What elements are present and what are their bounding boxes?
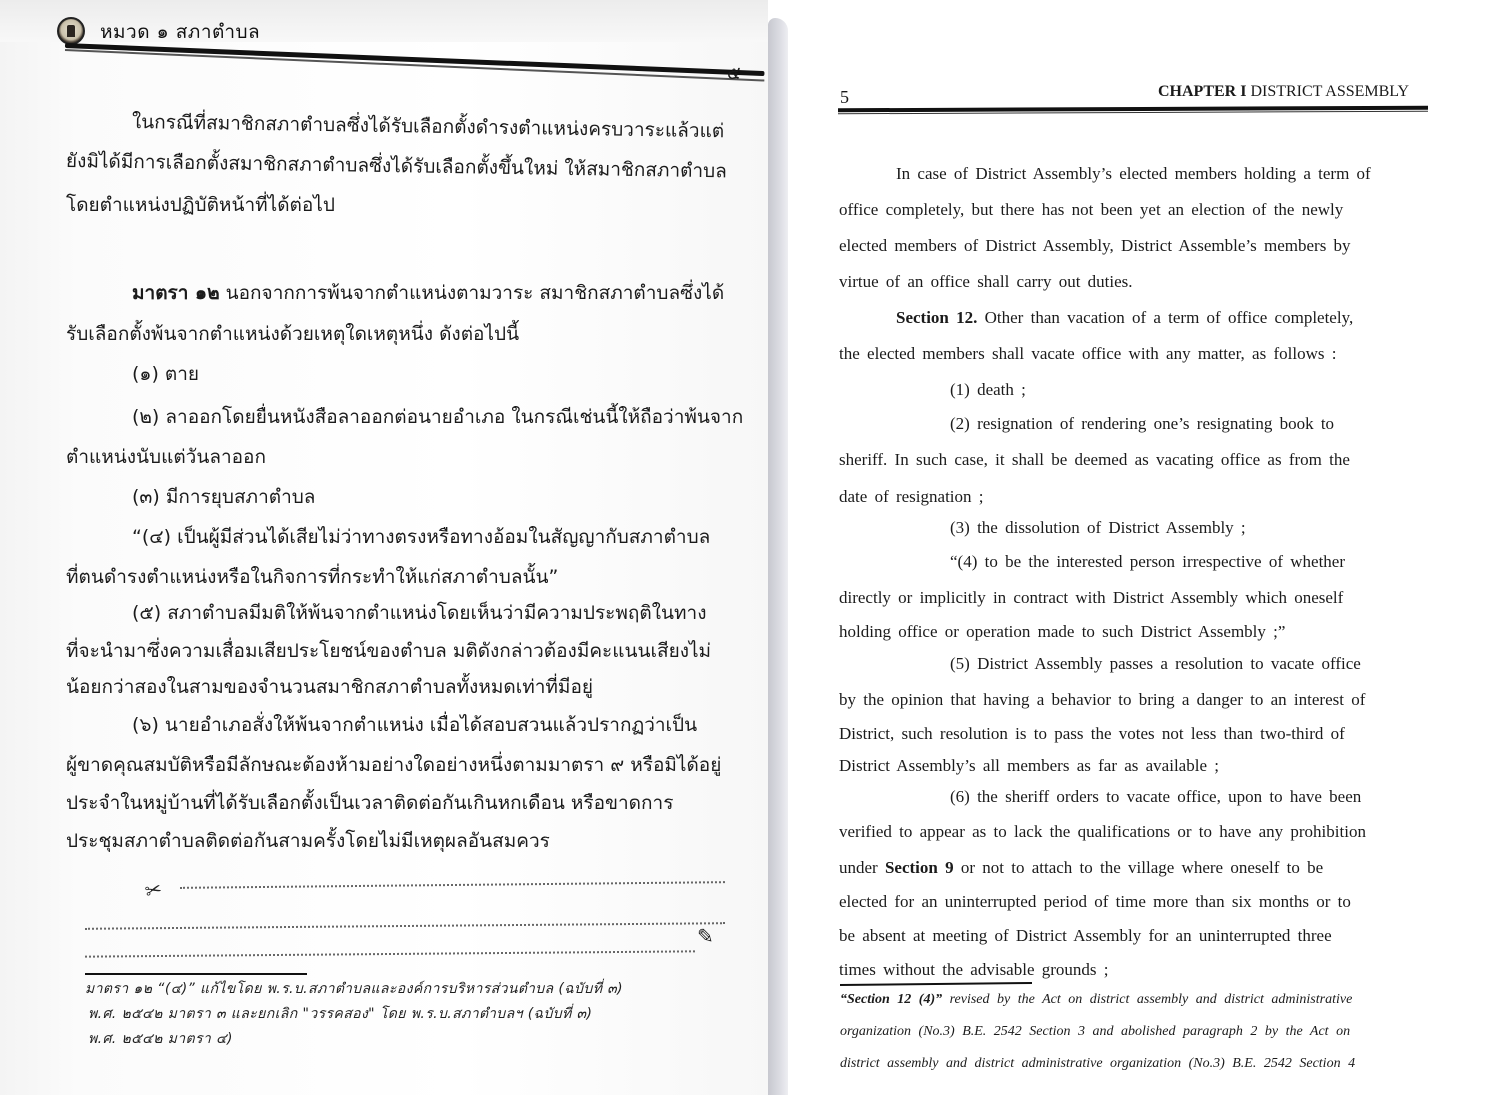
- item-6-line3: ประจำในหมู่บ้านที่ได้รับเลือกตั้งเป็นเวลาติดต่อกันเกินหกเดือน หรือขาดการ: [66, 792, 674, 814]
- pencil-icon: ✎: [697, 924, 714, 948]
- paragraph-line: ในกรณีที่สมาชิกสภาตำบลซึ่งได้รับเลือกตั้งดำรงตำแหน่งครบวาระแล้วแต่: [131, 111, 725, 143]
- footnote-line: พ.ศ. ๒๕๔๒ มาตรา ๓ และยกเลิก "วรรคสอง" โดย พ.ร.บ.สภาตำบลฯ (ฉบับที่ ๓): [88, 1006, 593, 1022]
- section-12-text: นอกจากการพ้นจากตำแหน่งตามวาระ สมาชิกสภาตำบลซึ่งได้: [225, 282, 725, 304]
- item-6-line4: ประชุมสภาตำบลติดต่อกันสามครั้งโดยไม่มีเหตุผลอันสมควร: [66, 830, 550, 852]
- item-6-line3: [839, 858, 1323, 878]
- district-emblem-icon: [57, 17, 85, 45]
- left-header-rule: [65, 43, 765, 76]
- section-12-text: Other than vacation of a term of office completely,: [984, 308, 1354, 327]
- chapter-title: DISTRICT ASSEMBLY: [1250, 83, 1410, 100]
- notes-dotted-line: [180, 881, 725, 889]
- paragraph-line: โดยตำแหน่งปฏิบัติหน้าที่ได้ต่อไป: [66, 194, 335, 216]
- left-header-title: หมวด ๑ สภาตำบล: [100, 21, 261, 43]
- item-4-line3: holding office or operation made to such District Assembly ;”: [839, 622, 1286, 641]
- section-9-reference: Section 9: [884, 858, 954, 877]
- intro-line: virtue of an office shall carry out duties.: [839, 272, 1133, 291]
- left-page-number: ๕: [727, 63, 741, 84]
- intro-line: office completely, but there has not been yet an election of the newly: [839, 200, 1344, 219]
- item-6-line1: (6) the sheriff orders to vacate office, upon to have been: [950, 787, 1362, 806]
- item-2-line3: date of resignation ;: [839, 487, 984, 506]
- item-6-line1: (๖) นายอำเภอสั่งให้พ้นจากตำแหน่ง เมื่อได้สอบสวนแล้วปรากฏว่าเป็น: [132, 714, 698, 736]
- footnote-rule: [85, 973, 307, 975]
- item-6-line4: elected for an uninterrupted period of time more than six months or to: [839, 892, 1351, 911]
- footnote-ref: “Section 12 (4)”: [840, 992, 943, 1007]
- footnote-line: พ.ศ. ๒๕๔๒ มาตรา ๔): [88, 1031, 233, 1047]
- item-4-line1: “(๔) เป็นผู้มีส่วนได้เสียไม่ว่าทางตรงหรือทางอ้อมในสัญญากับสภาตำบล: [132, 526, 711, 548]
- item-5-line3: น้อยกว่าสองในสามของจำนวนสมาชิกสภาตำบลทั้งหมดเท่าที่มีอยู่: [66, 676, 593, 698]
- right-page-english: [788, 0, 1494, 1095]
- item-5-line4: District Assembly’s all members as far as available ;: [839, 756, 1219, 775]
- footnote-line2: organization (No.3) B.E. 2542 Section 3 and abolished paragraph 2 by the Act on: [840, 1024, 1351, 1039]
- section-12-line1: [132, 278, 724, 308]
- item-5-line2: ที่จะนำมาซึ่งความเสื่อมเสียประโยชน์ของตำบล มติดังกล่าวต้องมีคะแนนเสียงไม่: [66, 640, 712, 662]
- section-12-line2: the elected members shall vacate office with any matter, as follows :: [839, 344, 1337, 363]
- item-2-line2: ตำแหน่งนับแต่วันลาออก: [66, 446, 266, 468]
- item-4-line2: ที่ตนดำรงตำแหน่งหรือในกิจการที่กระทำให้แก่สภาตำบลนั้น”: [66, 566, 559, 588]
- item-4-line1: “(4) to be the interested person irrespective of whether: [950, 552, 1346, 571]
- intro-line: elected members of District Assembly, District Assemble’s members by: [839, 236, 1351, 255]
- footnote-rule: [840, 982, 1032, 986]
- item-5-line1: (5) District Assembly passes a resolution to vacate office: [950, 654, 1361, 673]
- footnote-line1: [840, 992, 1352, 1008]
- item-6-line6: times without the advisable grounds ;: [839, 960, 1109, 979]
- item-5-line1: (๕) สภาตำบลมีมติให้พ้นจากตำแหน่งโดยเห็นว่ามีความประพฤติในทาง: [132, 602, 707, 624]
- footnote-line3: district assembly and district administrative organization (No.3) B.E. 2542 Section 4: [840, 1056, 1356, 1071]
- notes-dotted-line: [85, 922, 725, 930]
- item-5-line3: District, such resolution is to pass the votes not less than two-third of: [839, 724, 1345, 743]
- book-gutter: [768, 18, 788, 1095]
- item-2-line1: (๒) ลาออกโดยยื่นหนังสือลาออกต่อนายอำเภอ ในกรณีเช่นนี้ให้ถือว่าพ้นจาก: [132, 406, 744, 428]
- left-header-rule-thin: [65, 49, 764, 82]
- item-2-line2: sheriff. In such case, it shall be deemed as vacating office as from the: [839, 450, 1350, 469]
- item-1: (๑) ตาย: [132, 363, 200, 385]
- intro-line: In case of District Assembly’s elected members holding a term of: [896, 164, 1371, 183]
- footnote-text: revised by the Act on district assembly and district administrative: [949, 992, 1353, 1007]
- item-6-text: or not to attach to the village where oneself to be: [960, 858, 1324, 877]
- item-4-line2: directly or implicitly in contract with District Assembly which oneself: [839, 588, 1344, 607]
- footnote-line: มาตรา ๑๒ “(๔)” แก้ไขโดย พ.ร.บ.สภาตำบลและองค์การบริหารส่วนตำบล (ฉบับที่ ๓): [85, 981, 624, 997]
- item-2-line1: (2) resignation of rendering one’s resignating book to: [950, 414, 1335, 433]
- paragraph-line: ยังมิได้มีการเลือกตั้งสมาชิกสภาตำบลซึ่งได้รับเลือกตั้งขึ้นใหม่ ให้สมาชิกสภาตำบล: [65, 150, 728, 183]
- section-12-heading: มาตรา ๑๒: [132, 282, 220, 304]
- item-3: (3) the dissolution of District Assembly ;: [950, 518, 1246, 537]
- notes-dotted-line: [85, 950, 695, 957]
- section-12-heading: Section 12.: [896, 308, 978, 327]
- item-6-text: under: [839, 858, 878, 877]
- right-page-number: 5: [840, 87, 849, 107]
- right-header-title: [1158, 83, 1409, 101]
- item-6-line2: ผู้ขาดคุณสมบัติหรือมีลักษณะต้องห้ามอย่างใดอย่างหนึ่งตามมาตรา ๙ หรือมิได้อยู่: [66, 754, 722, 776]
- item-3: (๓) มีการยุบสภาตำบล: [132, 486, 316, 508]
- scissors-icon: ✂: [142, 876, 165, 904]
- item-1: (1) death ;: [950, 380, 1026, 399]
- chapter-label: CHAPTER I: [1158, 83, 1247, 100]
- item-5-line2: by the opinion that having a behavior to bring a danger to an interest of: [839, 690, 1366, 709]
- item-6-line5: be absent at meeting of District Assembly for an uninterrupted three: [839, 926, 1332, 945]
- section-12-line2: รับเลือกตั้งพ้นจากตำแหน่งด้วยเหตุใดเหตุหนึ่ง ดังต่อไปนี้: [66, 323, 520, 345]
- section-12-line1: [896, 308, 1353, 328]
- item-6-line2: verified to appear as to lack the qualifications or to have any prohibition: [839, 822, 1366, 841]
